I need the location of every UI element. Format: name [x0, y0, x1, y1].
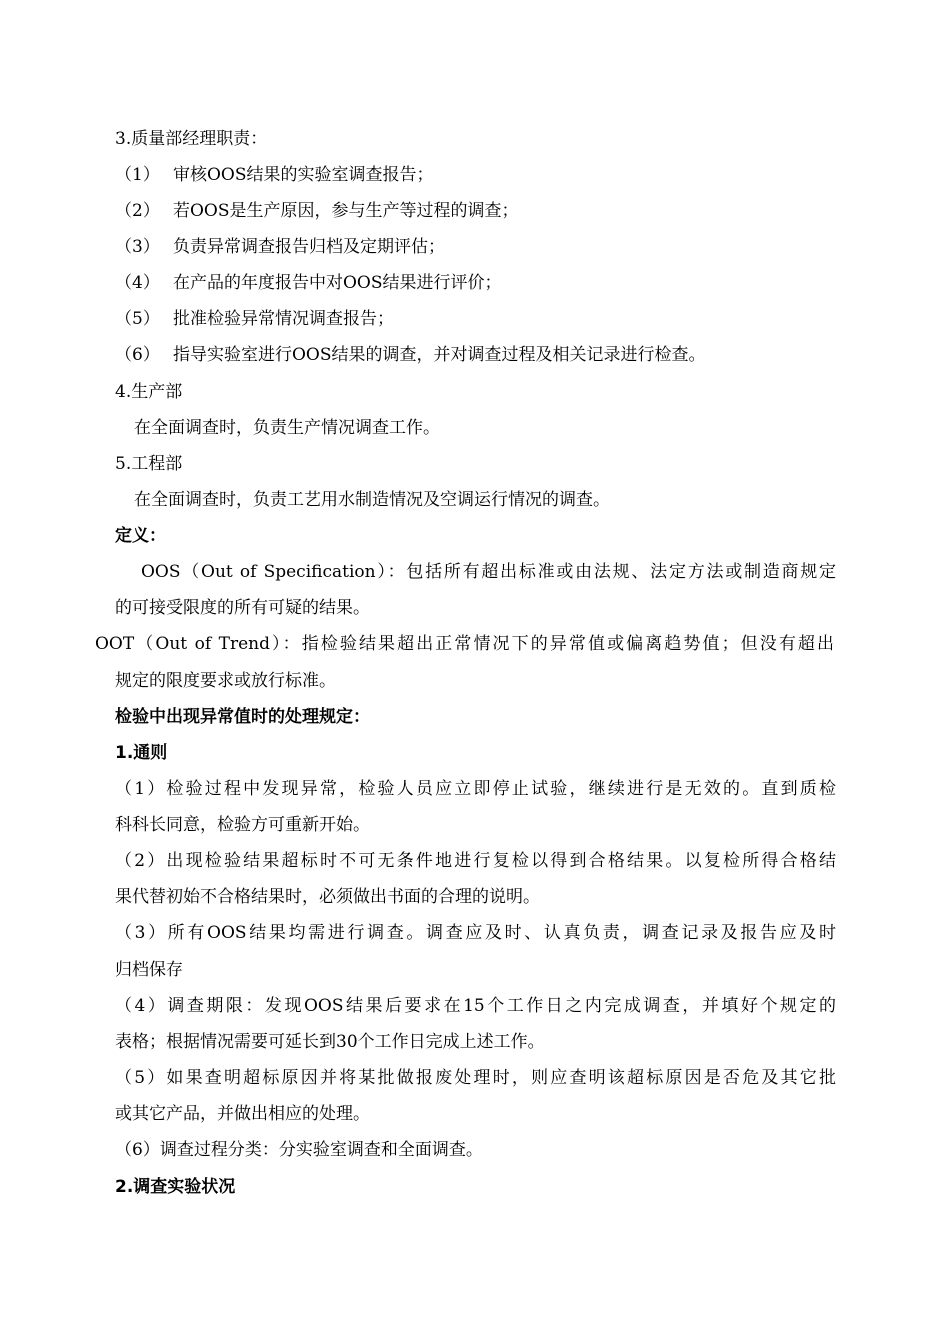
rule-5-line2: 或其它产品，并做出相应的处理。	[115, 1104, 370, 1124]
section3-item-3	[115, 236, 445, 258]
section3-item-1	[115, 164, 434, 186]
section5-text: 在全面调查时，负责工艺用水制造情况及空调运行情况的调查。	[134, 490, 610, 510]
section3-heading: 3.质量部经理职责：	[115, 129, 268, 149]
rule-4-line2: 表格；根据情况需要可延长到30个工作日完成上述工作。	[115, 1032, 545, 1052]
item-text: 在产品的年度报告中对OOS结果进行评价；	[173, 273, 502, 293]
item-number: （4）	[115, 273, 160, 293]
rule-2-line1: （2）出现检验结果超标时不可无条件地进行复检以得到合格结果。以复检所得合格结	[115, 851, 836, 871]
rule-1-line1: （1）检验过程中发现异常，检验人员应立即停止试验，继续进行是无效的。直到质检	[115, 779, 836, 799]
item-number: （2）	[115, 201, 160, 221]
item-text: 批准检验异常情况调查报告；	[173, 309, 394, 329]
section3-item-4	[115, 272, 502, 294]
section3-item-5	[115, 308, 394, 330]
section5-heading: 5.工程部	[115, 454, 183, 474]
section3-item-6	[115, 344, 706, 366]
rule-4-line1: （4）调查期限：发现OOS结果后要求在15个工作日之内完成调查，并填好个规定的	[115, 996, 836, 1016]
rule-6-line1: （6）调查过程分类：分实验室调查和全面调查。	[115, 1140, 483, 1160]
oos-definition-line2: 的可接受限度的所有可疑的结果。	[115, 598, 370, 618]
rule-1-line2: 科科长同意，检验方可重新开始。	[115, 815, 370, 835]
item-text: 若OOS是生产原因，参与生产等过程的调查；	[173, 201, 519, 221]
rule-5-line1: （5）如果查明超标原因并将某批做报废处理时，则应查明该超标原因是否危及其它批	[115, 1068, 836, 1088]
investigation-heading: 2.调查实验状况	[115, 1177, 236, 1197]
item-text: 审核OOS结果的实验室调查报告；	[173, 165, 434, 185]
item-number: （5）	[115, 309, 160, 329]
rules-heading: 检验中出现异常值时的处理规定：	[115, 707, 370, 727]
item-number: （3）	[115, 237, 160, 257]
section4-text: 在全面调查时，负责生产情况调查工作。	[134, 418, 440, 438]
rule-3-line2: 归档保存	[115, 960, 183, 980]
definitions-heading: 定义：	[115, 526, 166, 546]
oot-definition-line2: 规定的限度要求或放行标准。	[115, 671, 336, 691]
item-number: （1）	[115, 165, 160, 185]
general-rules-heading: 1.通则	[115, 743, 168, 763]
rule-3-line1: （3）所有OOS结果均需进行调查。调查应及时、认真负责，调查记录及报告应及时	[115, 923, 836, 943]
section4-heading: 4.生产部	[115, 382, 183, 402]
item-number: （6）	[115, 345, 160, 365]
section3-item-2	[115, 200, 519, 222]
item-text: 负责异常调查报告归档及定期评估；	[173, 237, 445, 257]
rule-2-line2: 果代替初始不合格结果时，必须做出书面的合理的说明。	[115, 887, 540, 907]
item-text: 指导实验室进行OOS结果的调查，并对调查过程及相关记录进行检查。	[173, 345, 706, 365]
oos-definition-line1: OOS（Out of Specification）：包括所有超出标准或由法规、法定方法或制造商规定	[141, 562, 836, 582]
oot-definition-line1: OOT（Out of Trend）：指检验结果超出正常情况下的异常值或偏离趋势值；但没有超出	[95, 634, 834, 654]
